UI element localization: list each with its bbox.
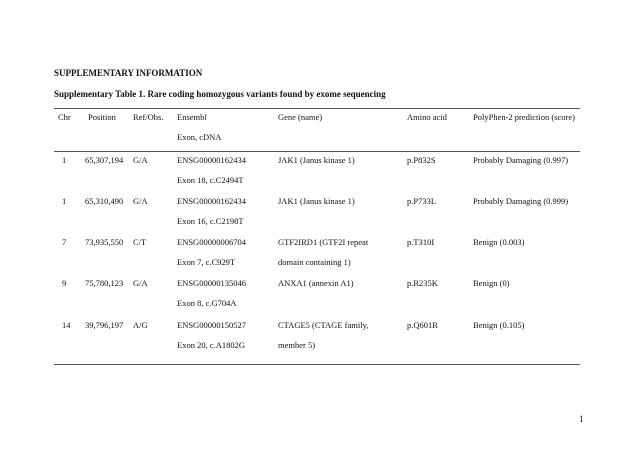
header-chr: Chr [58,112,71,122]
cell-ref-obs: C/T [133,237,147,247]
cell-ensembl: ENSG00000135046 [177,278,246,288]
table-top-rule [54,108,580,109]
cell-exon: Exon 20, c.A1802G [177,340,245,350]
cell-exon: Exon 7, c.C929T [177,257,236,267]
cell-gene: JAK1 (Janus kinase 1) [278,155,355,165]
header-exon-cdna: Exon, cDNA [177,132,222,142]
table-title: Supplementary Table 1. Rare coding homozygous variants found by exome sequencing [54,89,386,99]
cell-exon: Exon 18, c.C2494T [177,175,244,185]
header-position: Position [88,112,116,122]
cell-amino-acid: p.P733L [407,196,437,206]
cell-ensembl: ENSG00000162434 [177,155,246,165]
cell-polyphen: Probably Damaging (0.999) [473,196,569,206]
header-amino-acid: Amino acid [407,112,447,122]
cell-ensembl: ENSG00000150527 [177,320,246,330]
cell-position: 73,935,550 [85,237,124,247]
cell-ensembl: ENSG00000006704 [177,237,246,247]
table-bottom-rule [54,364,580,365]
cell-position: 75,780,123 [85,278,124,288]
cell-polyphen: Benign (0.105) [473,320,525,330]
cell-chr: 1 [62,196,67,206]
cell-chr: 14 [62,320,71,330]
cell-ref-obs: G/A [133,155,148,165]
header-ref-obs: Ref/Obs. [133,112,164,122]
cell-amino-acid: p.T310I [407,237,435,247]
header-bottom-rule [54,151,580,152]
cell-chr: 9 [62,278,67,288]
cell-gene: JAK1 (Janus kinase 1) [278,196,355,206]
page-number: 1 [579,414,584,424]
cell-polyphen: Probably Damaging (0.997) [473,155,569,165]
cell-polyphen: Benign (0.003) [473,237,525,247]
cell-chr: 7 [62,237,67,247]
cell-gene-cont: domain containing 1) [278,257,351,267]
cell-exon: Exon 16, c.C2198T [177,216,244,226]
cell-gene: ANXA1 (annexin A1) [278,278,354,288]
header-ensembl: Ensembl [177,112,207,122]
cell-amino-acid: p.R235K [407,278,438,288]
cell-position: 39,796,197 [85,320,124,330]
cell-ensembl: ENSG00000162434 [177,196,246,206]
cell-position: 65,310,490 [85,196,124,206]
section-title: SUPPLEMENTARY INFORMATION [54,68,203,78]
cell-ref-obs: A/G [133,320,148,330]
cell-exon: Exon 8, c.G704A [177,298,237,308]
header-polyphen: PolyPhen-2 prediction (score) [473,112,575,122]
cell-gene: GTF2IRD1 (GTF2I repeat [278,237,369,247]
header-gene: Gene (name) [278,112,323,122]
cell-gene: CTAGE5 (CTAGE family, [278,320,369,330]
cell-position: 65,307,194 [85,155,124,165]
cell-chr: 1 [62,155,67,165]
cell-ref-obs: G/A [133,196,148,206]
cell-amino-acid: p.Q601R [407,320,438,330]
cell-ref-obs: G/A [133,278,148,288]
cell-gene-cont: member 5) [278,340,316,350]
cell-polyphen: Benign (0) [473,278,510,288]
cell-amino-acid: p.P832S [407,155,436,165]
